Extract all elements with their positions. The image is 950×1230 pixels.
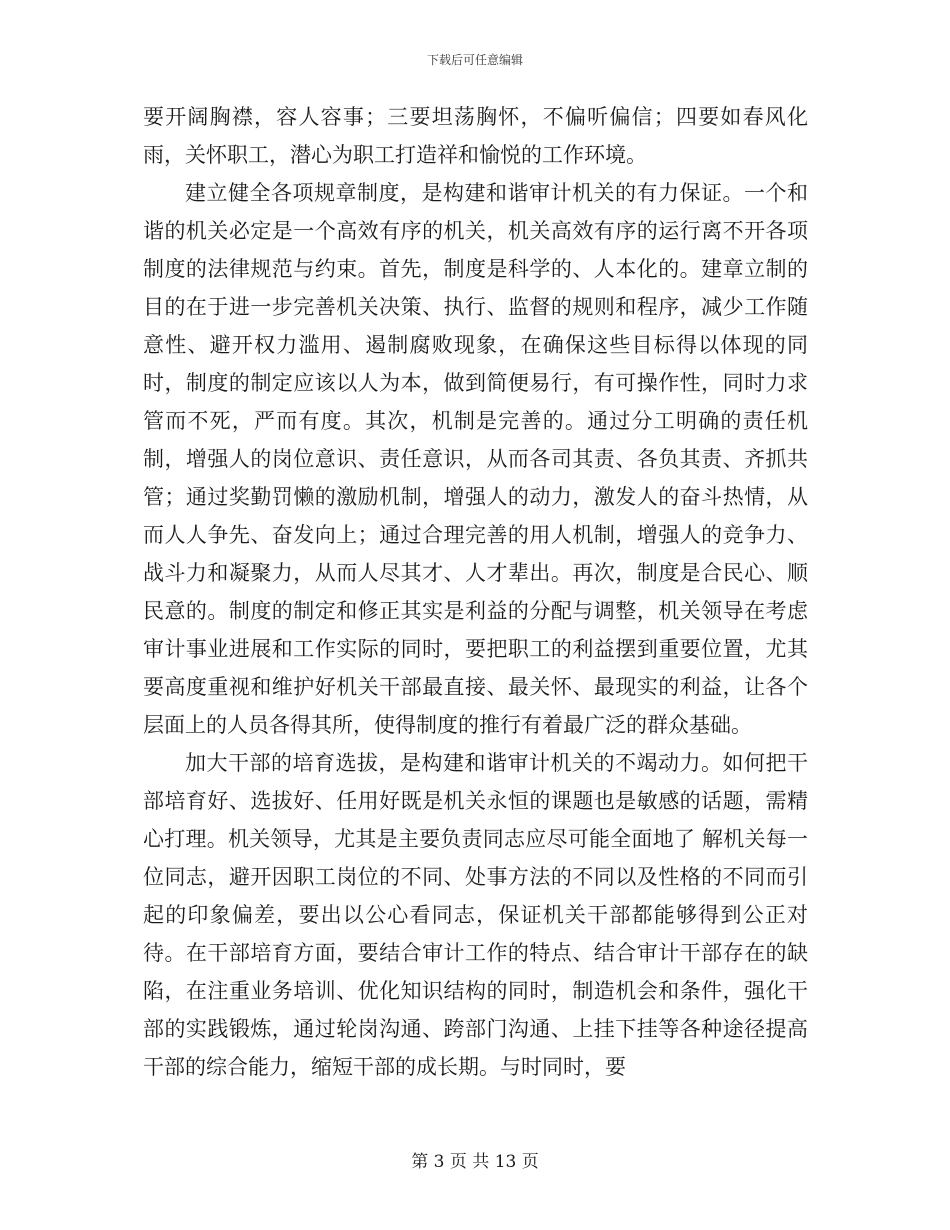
document-body (143, 98, 808, 1086)
paragraph-cadre-training: 加大干部的培育选拔，是构建和谐审计机关的不竭动力。如何把干部培育好、选拔好、任用好既是机关永恒的课题也是敏感的话题，需精心打理。机关领导，尤其是主要负责同志应尽可能全面地了 解机关每一位同志，避开因职工岗位的不同、处事方法的不同以及性格的不同而引起的印象偏差，要出以公心看同志，保证机关干部都能够得到公正对待。在干部培育方面，要结合审计工作的特点、结合审计干部存在的缺陷，在注重业务培训、优化知识结构的同时，制造机会和条件，强化干部的实践锻炼，通过轮岗沟通、跨部门沟通、上挂下挂等各种途径提高干部的综合能力，缩短干部的成长期。与时同时，要 (143, 751, 808, 1079)
paragraph-continuation: 要开阔胸襟，容人容事；三要坦荡胸怀，不偏听偏信；四要如春风化雨，关怀职工，潜心为职工打造祥和愉悦的工作环境。 (143, 105, 808, 167)
page-number-footer: 第 3 页 共 13 页 (411, 1152, 539, 1172)
page-header-note: 下载后可任意编辑 (426, 53, 523, 67)
paragraph-rules-system: 建立健全各项规章制度，是构建和谐审计机关的有力保证。一个和谐的机关必定是一个高效有序的机关，机关高效有序的运行离不开各项制度的法律规范与约束。首先，制度是科学的、人本化的。建章立制的目的在于进一步完善机关决策、执行、监督的规则和程序，减少工作随意性、避开权力滥用、遏制腐败现象，在确保这些目标得以体现的同时，制度的制定应该以人为本，做到简便易行，有可操作性，同时力求管而不死，严而有度。其次，机制是完善的。通过分工明确的责任机制，增强人的岗位意识、责任意识，从而各司其责、各负其责、齐抓共管；通过奖勤罚懒的激励机制，增强人的动力，激发人的奋斗热情，从而人人争先、奋发向上；通过合理完善的用人机制，增强人的竞争力、战斗力和凝聚力，从而人尽其才、人才辈出。再次，制度是合民心、顺民意的。制度的制定和修正其实是利益的分配与调整，机关领导在考虑审计事业进展和工作实际的同时，要把职工的利益摆到重要位置，尤其要高度重视和维护好机关干部最直接、最关怀、最现实的利益，让各个层面上的人员各得其所，使得制度的推行有着最广泛的群众基础。 (143, 181, 808, 737)
